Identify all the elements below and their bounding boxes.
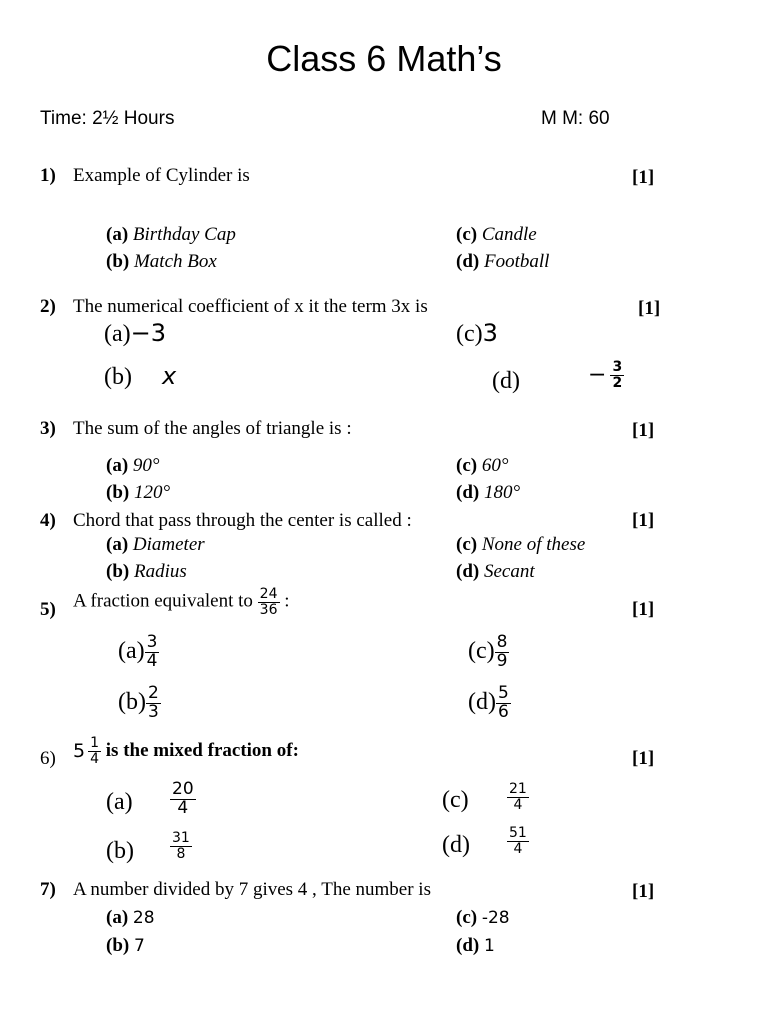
- option-d-value: − $\frac{3}{2}$: [588, 359, 623, 391]
- question-3-number: 3): [40, 418, 56, 439]
- question-6-text: 5 $\frac{1}{4}$ is the mixed fraction of:: [73, 735, 299, 767]
- option-a: (a) 90°: [106, 455, 160, 476]
- option-c: (c)3: [456, 319, 498, 347]
- question-5-text: A fraction equivalent to $\frac{24}{36}$ :: [73, 586, 290, 618]
- option-d: (d) 1: [456, 935, 495, 956]
- option-b: (b) x: [104, 362, 177, 390]
- option-c: (c) None of these: [456, 534, 586, 555]
- option-c: (c) 60°: [456, 455, 509, 476]
- option-b: (b) 120°: [106, 482, 171, 503]
- option-c: (c) $\frac{8}{9}$: [468, 632, 508, 671]
- question-7-text: A number divided by 7 gives 4 , The number is: [73, 879, 431, 900]
- question-3-text: The sum of the angles of triangle is :: [73, 418, 352, 439]
- option-a-value: $\frac{20}{4}$: [172, 779, 194, 818]
- option-b: (b) $\frac{2}{3}$: [118, 683, 159, 722]
- question-2-marks: [1]: [638, 298, 661, 319]
- option-d: (d) $\frac{5}{6}$: [468, 683, 509, 722]
- question-4-text: Chord that pass through the center is called :: [73, 510, 412, 531]
- question-1-marks: [1]: [632, 167, 655, 188]
- question-5-number: 5): [40, 599, 56, 620]
- option-d: (d) Football: [456, 251, 550, 272]
- option-b-value: $\frac{31}{8}$: [172, 830, 190, 862]
- option-d: (d) 180°: [456, 482, 521, 503]
- option-d-value: $\frac{51}{4}$: [509, 825, 527, 857]
- option-a-label: (a): [106, 789, 133, 815]
- option-b-label: (b): [106, 838, 134, 864]
- option-a: (a) 28: [106, 907, 155, 928]
- question-number: 1): [40, 165, 56, 186]
- option-a: (a) $\frac{3}{4}$: [118, 632, 158, 671]
- option-d: (d): [492, 368, 520, 394]
- option-b: (b) Radius: [106, 561, 187, 582]
- page-title: Class 6 Math’s: [266, 38, 502, 79]
- option-a: (a)−3: [104, 319, 167, 347]
- question-4-number: 4): [40, 510, 56, 531]
- option-b: (b) Match Box: [106, 251, 217, 272]
- option-c-value: $\frac{21}{4}$: [509, 781, 527, 813]
- option-a: (a) Diameter: [106, 534, 205, 555]
- question-3-marks: [1]: [632, 420, 655, 441]
- max-marks-label: M M: 60: [541, 108, 610, 129]
- question-6-number: 6): [40, 748, 56, 769]
- option-a: (a) Birthday Cap: [106, 224, 236, 245]
- question-1: [40, 165, 56, 187]
- time-label: Time: 2½ Hours: [40, 108, 175, 129]
- question-5-marks: [1]: [632, 599, 655, 620]
- question-2-text: The numerical coefficient of x it the term 3x is: [73, 296, 428, 317]
- question-6-marks: [1]: [632, 748, 655, 769]
- option-c-label: (c): [442, 787, 469, 813]
- question-2-number: 2): [40, 296, 56, 317]
- option-d-label: (d): [442, 832, 470, 858]
- option-c: (c) Candle: [456, 224, 537, 245]
- question-4-marks: [1]: [632, 510, 655, 531]
- option-b: (b) 7: [106, 935, 145, 956]
- question-7-number: 7): [40, 879, 56, 900]
- question-7-marks: [1]: [632, 881, 655, 902]
- option-d: (d) Secant: [456, 561, 535, 582]
- option-c: (c) -28: [456, 907, 510, 928]
- question-1-text: Example of Cylinder is: [73, 165, 250, 186]
